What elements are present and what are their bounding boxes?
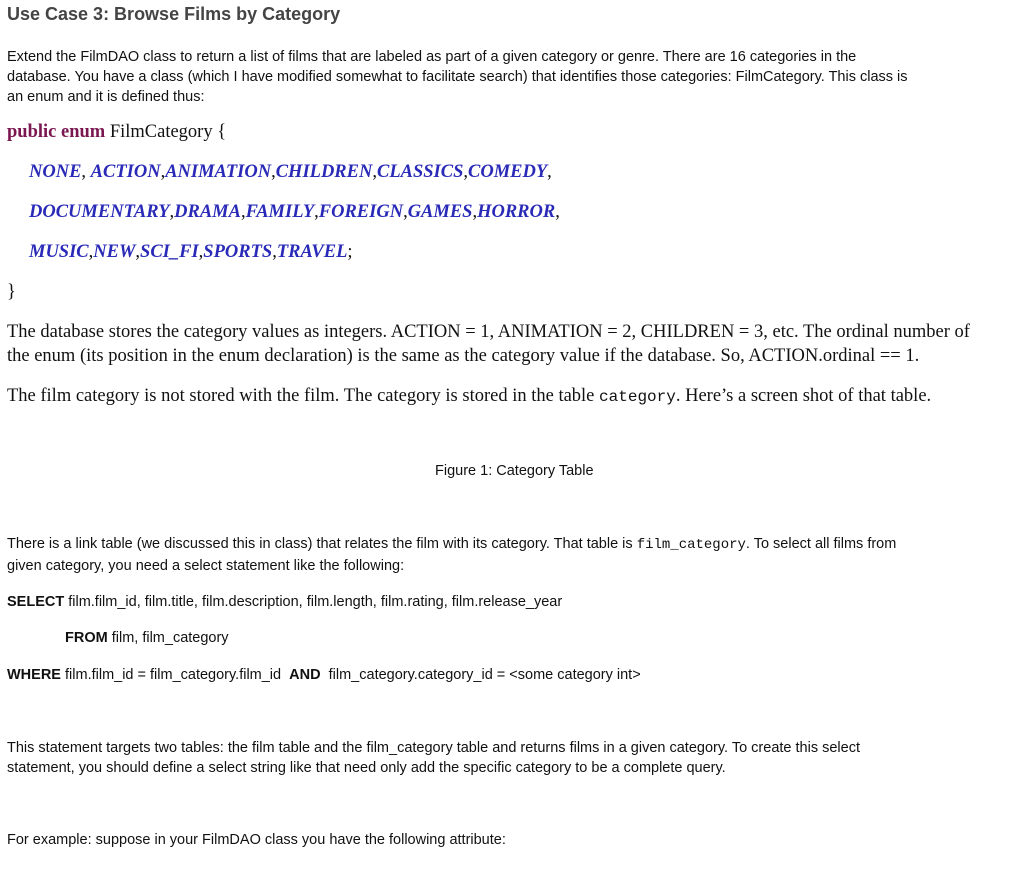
intro-paragraph — [7, 47, 1024, 107]
enum-row-2: DOCUMENTARY,DRAMA,FAMILY,FOREIGN,GAMES,HORROR, — [29, 202, 560, 222]
enum-value: CLASSICS — [376, 162, 464, 182]
link-text-before: There is a link table (we discussed this in class) that relates the film with its category. That table is — [7, 536, 637, 552]
db-line-1: The database stores the category values as integers. ACTION = 1, ANIMATION = 2, CHILDREN = 3, etc. The ordinal number of — [7, 322, 970, 342]
sql-from-tables: film, film_category — [107, 630, 229, 646]
enum-value: COMEDY — [468, 162, 548, 182]
enum-value: SCI_FI — [140, 242, 199, 262]
sql-where-line — [7, 667, 641, 683]
sql-and-keyword: AND — [289, 667, 321, 683]
link-para-line-1 — [7, 536, 896, 553]
intro-line-2: database. You have a class (which I have modified somewhat to facilitate search) that identifies those categories: FilmCategory. This class is — [7, 69, 908, 85]
category-table-code: category — [599, 388, 676, 406]
enum-value: ACTION — [90, 162, 161, 182]
link-text-after: . To select all films from — [745, 536, 897, 552]
category-text-before: The film category is not stored with the film. The category is stored in the table — [7, 386, 600, 406]
enum-value: NONE — [29, 162, 82, 182]
link-para-line-2: given category, you need a select statement like the following: — [7, 558, 405, 574]
statement-line-1: This statement targets two tables: the film table and the film_category table and returns films in a given category. To create this select — [7, 740, 860, 756]
enum-value: FOREIGN — [318, 202, 404, 222]
enum-keywords: public enum — [7, 122, 106, 142]
sql-from-line — [65, 630, 229, 646]
figure-caption: Figure 1: Category Table — [435, 463, 594, 479]
enum-name: FilmCategory { — [105, 122, 227, 142]
enum-value: FAMILY — [245, 202, 315, 222]
enum-value: NEW — [93, 242, 136, 262]
enum-row-1: NONE, ACTION,ANIMATION,CHILDREN,CLASSICS,COMEDY, — [29, 162, 552, 182]
category-text-after: . Here’s a screen shot of that table. — [675, 386, 932, 406]
sql-where-keyword: WHERE — [7, 667, 61, 683]
enum-value: TRAVEL — [276, 242, 348, 262]
enum-value: HORROR — [477, 202, 556, 222]
enum-close-brace: } — [7, 282, 16, 302]
sql-select-keyword: SELECT — [7, 594, 65, 610]
enum-value: ANIMATION — [165, 162, 272, 182]
page-title: Use Case 3: Browse Films by Category — [7, 4, 341, 24]
enum-value: CHILDREN — [275, 162, 373, 182]
intro-line-3: an enum and it is defined thus: — [7, 89, 205, 105]
example-paragraph: For example: suppose in your FilmDAO class you have the following attribute: — [7, 832, 506, 848]
enum-value: DOCUMENTARY — [29, 202, 170, 222]
enum-value: GAMES — [407, 202, 473, 222]
category-paragraph — [7, 386, 931, 407]
enum-value: SPORTS — [203, 242, 273, 262]
sql-select-line — [7, 594, 562, 610]
sql-where-condition: film.film_id = film_category.film_id — [60, 667, 290, 683]
sql-select-columns: film.film_id, film.title, film.description, film.length, film.rating, film.release_year — [64, 594, 563, 610]
enum-row-3: MUSIC,NEW,SCI_FI,SPORTS,TRAVEL; — [29, 242, 353, 262]
enum-value: DRAMA — [174, 202, 241, 222]
statement-line-2: statement, you should define a select string like that need only add the specific category to be a complete query. — [7, 760, 726, 776]
film-category-code: film_category — [636, 537, 746, 553]
intro-line-1: Extend the FilmDAO class to return a list of films that are labeled as part of a given category or genre. There are 16 categories in the — [7, 49, 857, 65]
enum-value: MUSIC — [29, 242, 89, 262]
enum-declaration — [7, 122, 226, 143]
sql-where-category: film_category.category_id = <some category int> — [320, 667, 641, 683]
sql-from-keyword: FROM — [65, 630, 108, 646]
db-line-2: the enum (its position in the enum declaration) is the same as the category value if the database. So, ACTION.ordinal == 1. — [7, 346, 920, 366]
